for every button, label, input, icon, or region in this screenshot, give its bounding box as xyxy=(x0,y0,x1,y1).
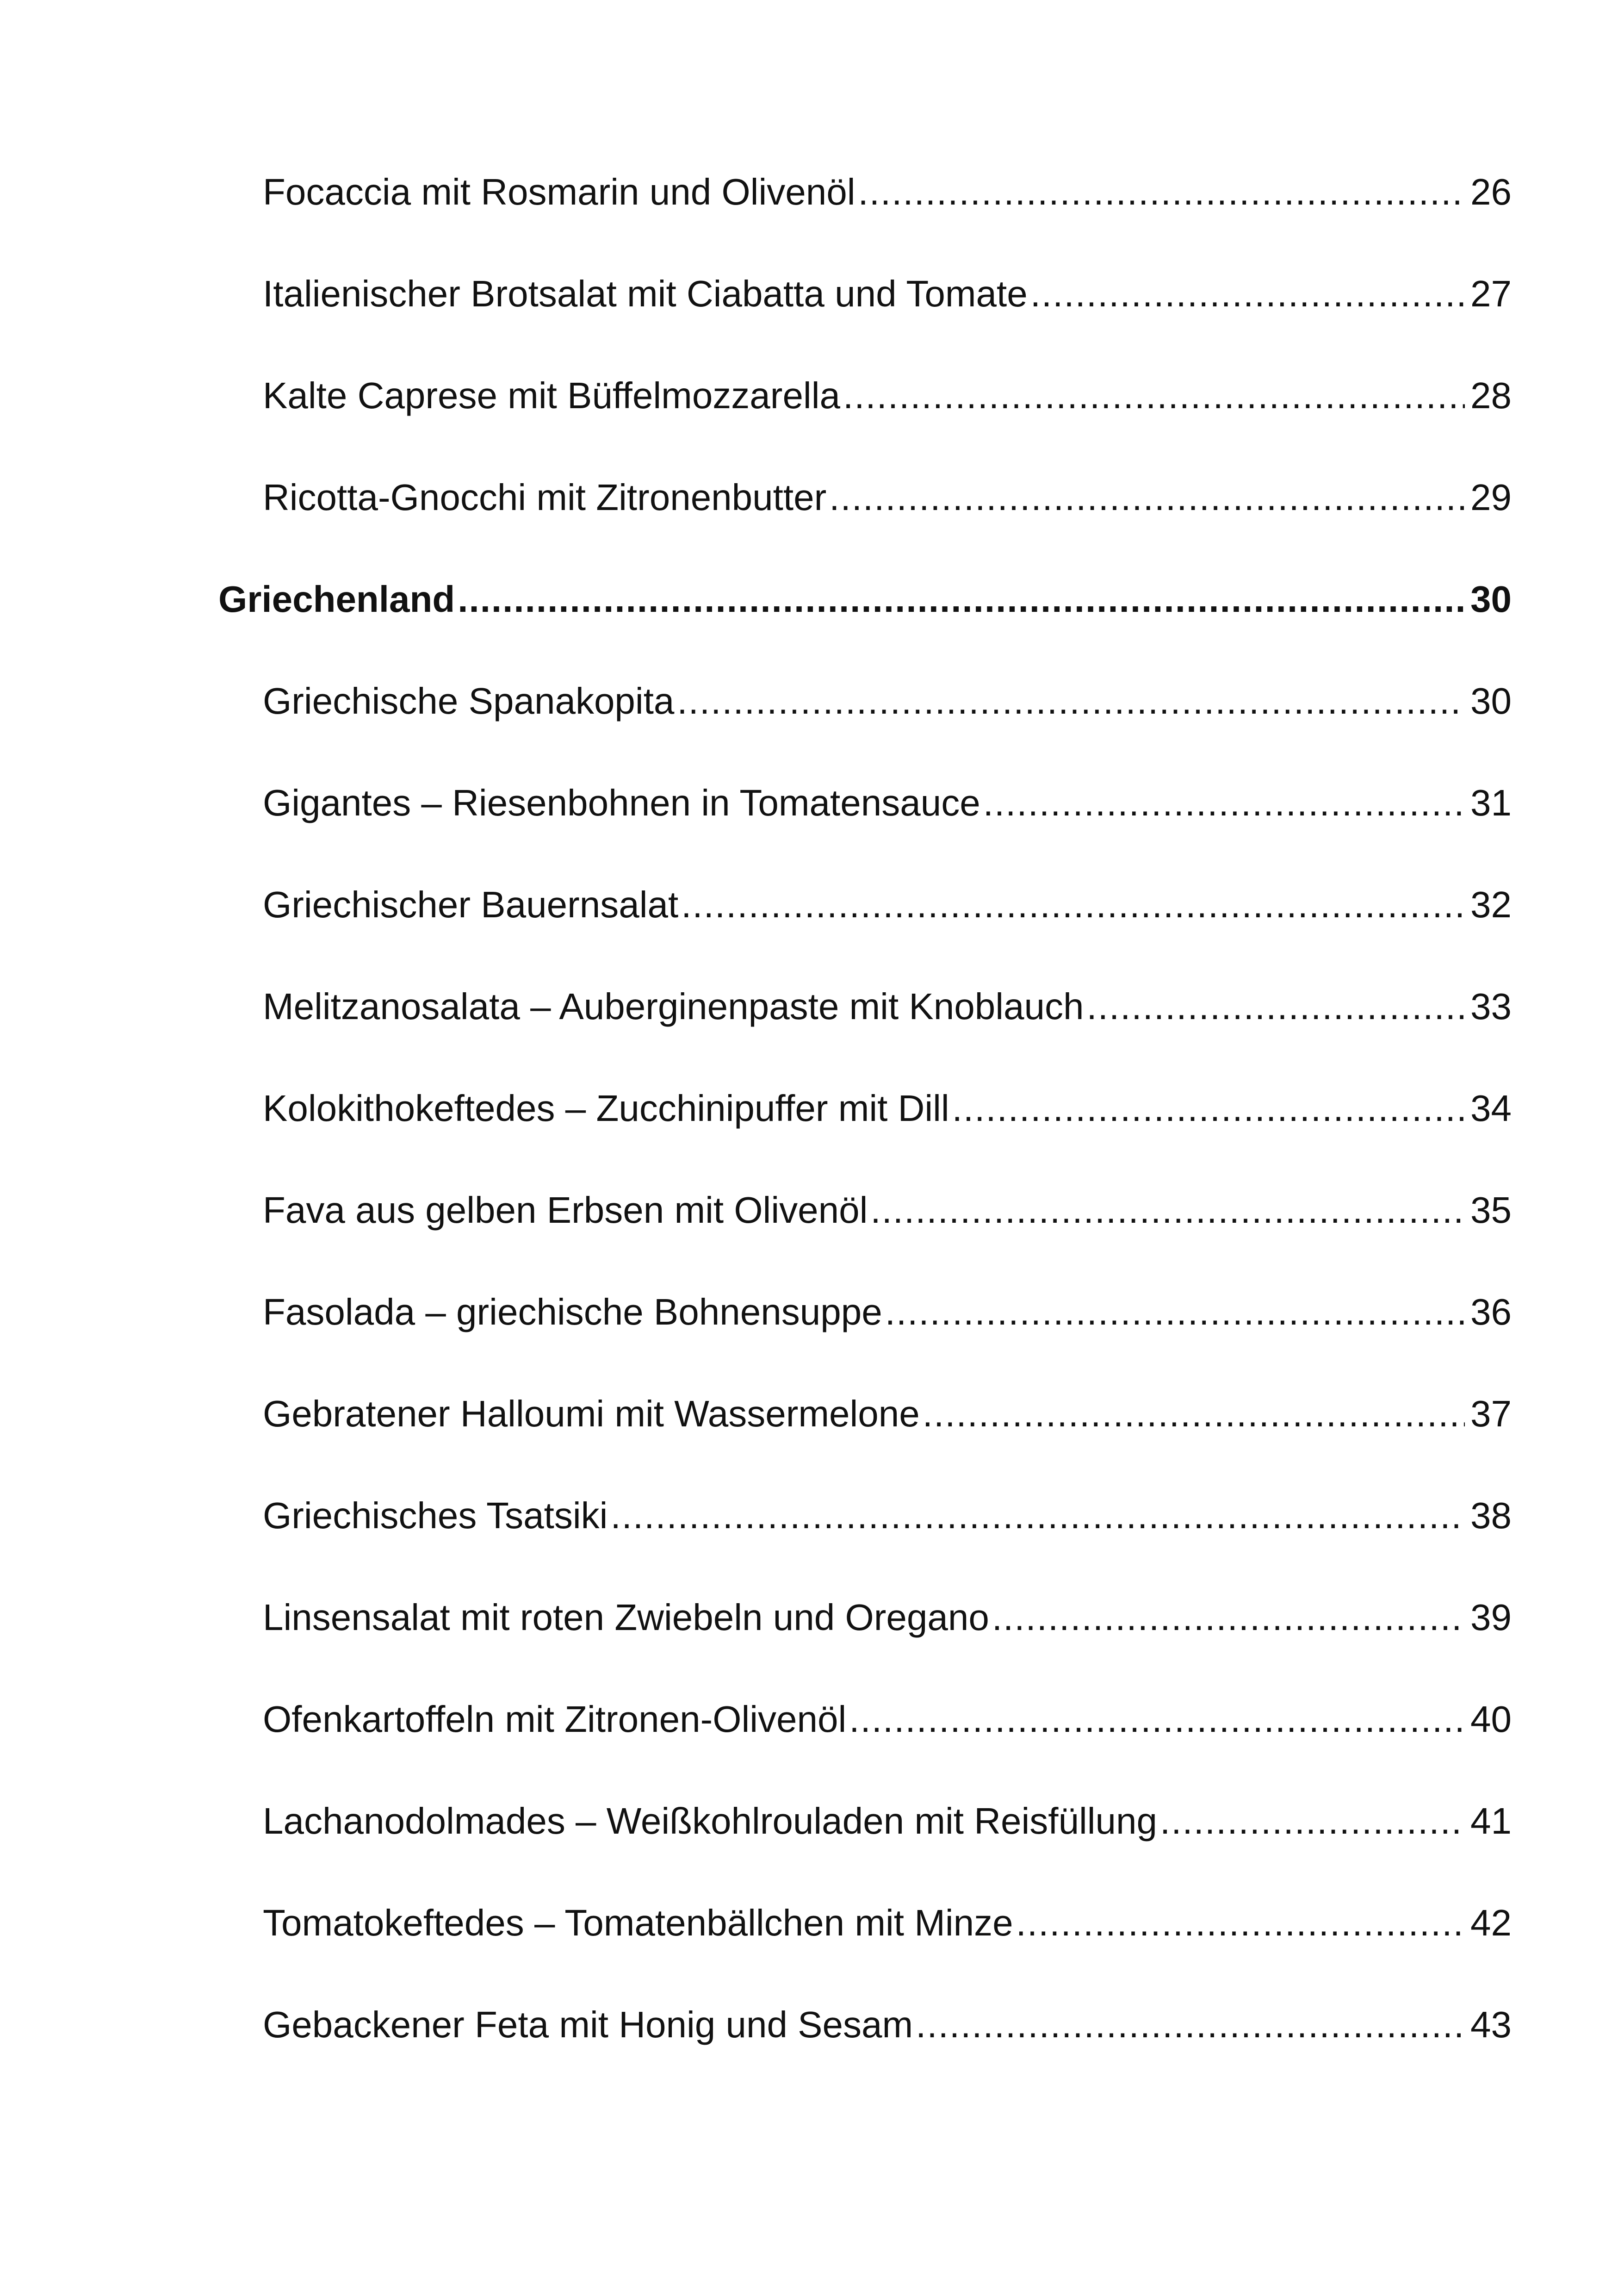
dot-leader xyxy=(916,1999,1465,2050)
dot-leader xyxy=(1087,981,1465,1032)
toc-entry-line xyxy=(263,1185,1512,1236)
toc-page-number: 28 xyxy=(1470,375,1512,416)
toc-entry xyxy=(0,676,1618,727)
toc-entry xyxy=(0,370,1618,421)
toc-page-number: 29 xyxy=(1470,477,1512,518)
toc-entry-line xyxy=(263,167,1512,218)
toc-entry xyxy=(0,1287,1618,1338)
toc-entry-title: Focaccia mit Rosmarin und Olivenöl xyxy=(263,171,855,212)
dot-leader xyxy=(858,167,1465,218)
toc-page-number: 39 xyxy=(1470,1597,1512,1638)
dot-leader xyxy=(1016,1898,1465,1948)
toc-entry-line xyxy=(263,778,1512,828)
toc-entry-line xyxy=(263,1796,1512,1847)
toc-entry-line xyxy=(263,879,1512,930)
toc-entry xyxy=(0,778,1618,828)
toc-page-number: 38 xyxy=(1470,1495,1512,1536)
toc-entry-title: Tomatokeftedes – Tomatenbällchen mit Minze xyxy=(263,1902,1013,1943)
toc-entry-line xyxy=(218,574,1512,625)
toc-entry-title: Fasolada – griechische Bohnensuppe xyxy=(263,1291,882,1332)
toc-entry-title: Griechischer Bauernsalat xyxy=(263,884,679,925)
dot-leader xyxy=(843,370,1465,421)
dot-leader xyxy=(983,778,1465,828)
toc-entry xyxy=(0,1898,1618,1948)
toc-entry xyxy=(0,1592,1618,1643)
dot-leader xyxy=(1030,268,1465,319)
toc-entry-line xyxy=(263,1999,1512,2050)
toc-page-number: 30 xyxy=(1470,579,1512,620)
toc-page-number: 26 xyxy=(1470,171,1512,212)
dot-leader xyxy=(992,1592,1465,1643)
toc-entry-title: Kalte Caprese mit Büffelmozzarella xyxy=(263,375,840,416)
toc-entry-line xyxy=(263,472,1512,523)
toc-page-number: 41 xyxy=(1470,1800,1512,1842)
toc-entry xyxy=(0,1490,1618,1541)
toc-entry-line xyxy=(263,268,1512,319)
toc-entry-title: Lachanodolmades – Weißkohlrouladen mit Reisfüllung xyxy=(263,1800,1157,1842)
dot-leader xyxy=(885,1287,1465,1338)
toc-entry-title: Gebackener Feta mit Honig und Sesam xyxy=(263,2004,913,2045)
toc-page-number: 30 xyxy=(1470,680,1512,722)
toc-page-number: 35 xyxy=(1470,1189,1512,1231)
toc-entry-line xyxy=(263,676,1512,727)
toc-entry xyxy=(0,879,1618,930)
toc-page-number: 27 xyxy=(1470,273,1512,314)
toc-entry xyxy=(0,1796,1618,1847)
dot-leader xyxy=(610,1490,1465,1541)
toc-entry-line xyxy=(263,370,1512,421)
toc-entry xyxy=(0,167,1618,218)
toc-entry-title: Gebratener Halloumi mit Wassermelone xyxy=(263,1393,920,1434)
toc-entry xyxy=(0,472,1618,523)
toc-entry xyxy=(0,1083,1618,1134)
toc-page-number: 43 xyxy=(1470,2004,1512,2045)
dot-leader xyxy=(849,1694,1465,1745)
dot-leader xyxy=(952,1083,1465,1134)
toc-page-number: 33 xyxy=(1470,986,1512,1027)
toc-entry xyxy=(0,1388,1618,1439)
toc-entry-title: Italienischer Brotsalat mit Ciabatta und Tomate xyxy=(263,273,1028,314)
toc-entry-title: Kolokithokeftedes – Zucchinipuffer mit Dill xyxy=(263,1088,949,1129)
toc-page-number: 32 xyxy=(1470,884,1512,925)
toc-entry-title: Griechische Spanakopita xyxy=(263,680,675,722)
toc-entry xyxy=(0,1185,1618,1236)
toc-entry xyxy=(0,1999,1618,2050)
toc-page-number: 36 xyxy=(1470,1291,1512,1332)
toc-entry-title: Linsensalat mit roten Zwiebeln und Oregano xyxy=(263,1597,989,1638)
dot-leader xyxy=(870,1185,1465,1236)
toc-entry-title: Griechenland xyxy=(218,579,455,620)
toc-page-number: 34 xyxy=(1470,1088,1512,1129)
dot-leader xyxy=(1160,1796,1465,1847)
toc-entry-title: Gigantes – Riesenbohnen in Tomatensauce xyxy=(263,782,980,823)
toc-entry-line xyxy=(263,981,1512,1032)
toc-chapter-heading xyxy=(0,574,1618,625)
toc-entry-title: Fava aus gelben Erbsen mit Olivenöl xyxy=(263,1189,868,1231)
toc-entry-title: Ofenkartoffeln mit Zitronen-Olivenöl xyxy=(263,1699,847,1740)
toc-page-number: 42 xyxy=(1470,1902,1512,1943)
toc-entry-line xyxy=(263,1083,1512,1134)
dot-leader xyxy=(677,676,1465,727)
toc-entry-line xyxy=(263,1388,1512,1439)
toc-entry-title: Griechisches Tsatsiki xyxy=(263,1495,608,1536)
dot-leader xyxy=(458,574,1465,625)
toc-entry-line xyxy=(263,1592,1512,1643)
toc-page-number: 40 xyxy=(1470,1699,1512,1740)
toc-entry xyxy=(0,1694,1618,1745)
toc-entry xyxy=(0,981,1618,1032)
dot-leader xyxy=(923,1388,1465,1439)
toc-page-number: 37 xyxy=(1470,1393,1512,1434)
toc-entry-line xyxy=(263,1490,1512,1541)
dot-leader xyxy=(681,879,1465,930)
toc-entry-line xyxy=(263,1694,1512,1745)
toc-entry-title: Ricotta-Gnocchi mit Zitronenbutter xyxy=(263,477,827,518)
dot-leader xyxy=(829,472,1465,523)
toc-entry xyxy=(0,268,1618,319)
toc-entry-line xyxy=(263,1287,1512,1338)
toc-page-number: 31 xyxy=(1470,782,1512,823)
toc-entry-line xyxy=(263,1898,1512,1948)
toc-entry-title: Melitzanosalata – Auberginenpaste mit Knoblauch xyxy=(263,986,1084,1027)
